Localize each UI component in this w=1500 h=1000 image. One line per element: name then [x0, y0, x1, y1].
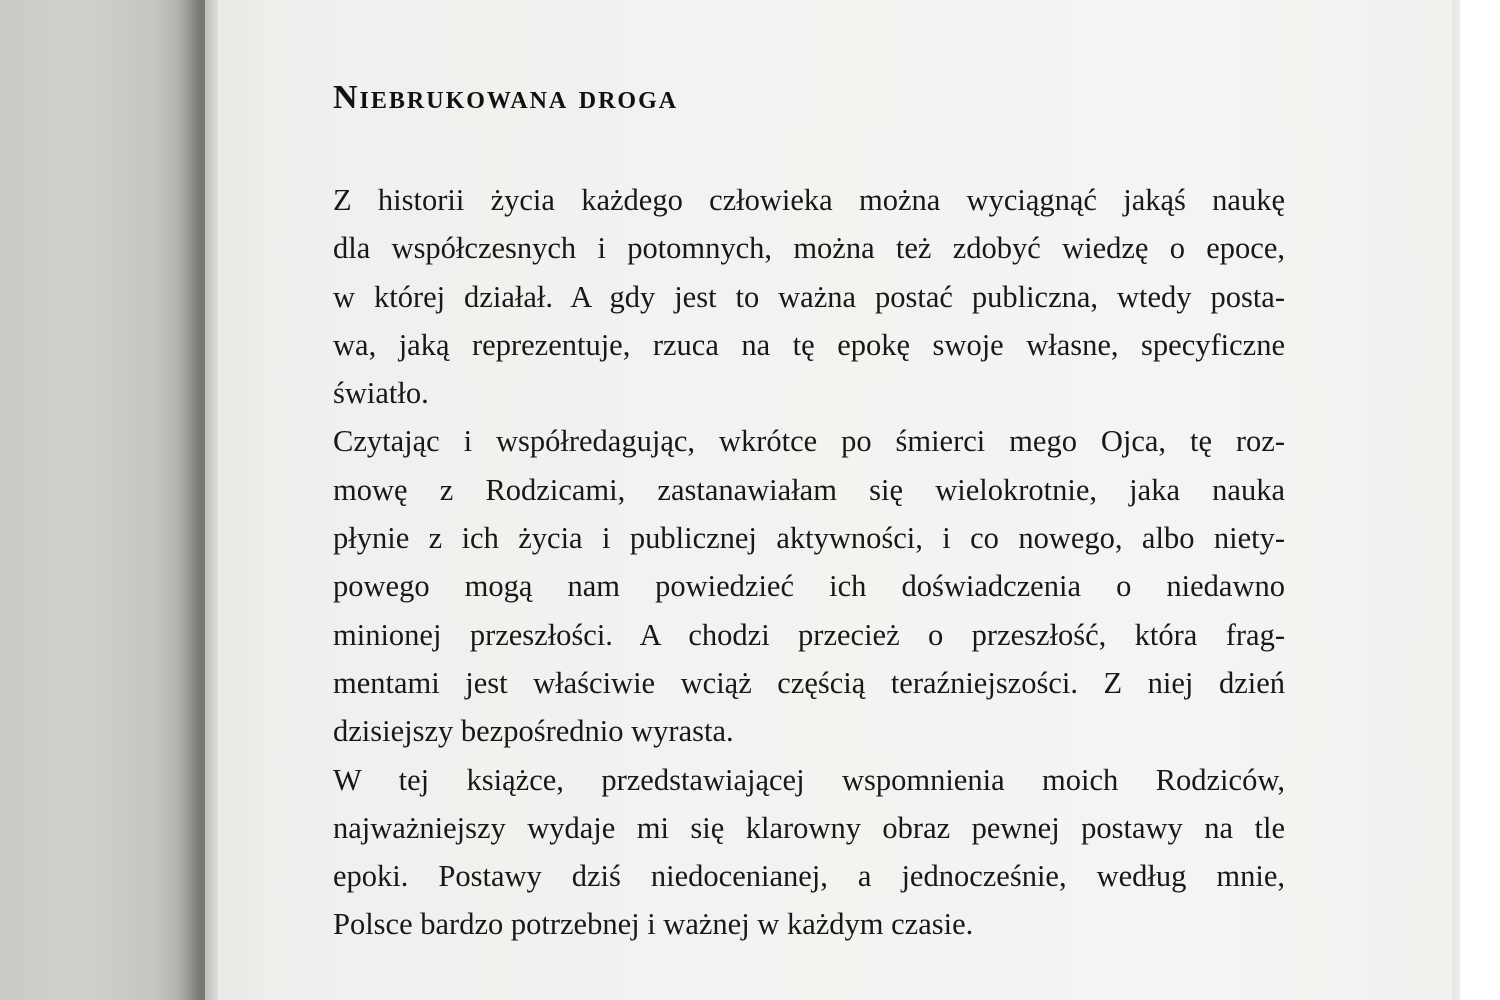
- page-text: [333, 72, 1285, 949]
- text-line: powego mogą nam powiedzieć ich doświadczenia o niedawno: [333, 569, 1285, 604]
- text-line: płynie z ich życia i publicznej aktywności, i co nowego, albo niety-: [333, 521, 1285, 556]
- text-line: W tej książce, przedstawiającej wspomnienia moich Rodziców,: [333, 762, 1285, 797]
- text-line: minionej przeszłości. A chodzi przecież o przeszłość, która frag-: [333, 617, 1285, 652]
- text-line: mowę z Rodzicami, zastanawiałam się wielokrotnie, jaka nauka: [333, 472, 1285, 507]
- chapter-title: Niebrukowana droga: [333, 79, 679, 116]
- text-line: dla współczesnych i potomnych, można też zdobyć wiedzę o epoce,: [333, 231, 1285, 266]
- paragraph-3: [333, 756, 1285, 949]
- text-line: epoki. Postawy dziś niedocenianej, a jednocześnie, według mnie,: [333, 859, 1285, 894]
- text-line: w której działał. A gdy jest to ważna postać publiczna, wtedy posta-: [333, 279, 1285, 314]
- book-gutter: [178, 0, 218, 1000]
- text-line: dzisiejszy bezpośrednio wyrasta.: [333, 714, 734, 749]
- text-line: światło.: [333, 376, 429, 411]
- text-line: mentami jest właściwie wciąż częścią teraźniejszości. Z niej dzień: [333, 665, 1285, 700]
- background: [1460, 0, 1500, 1000]
- text-line: Czytając i współredagując, wkrótce po śmierci mego Ojca, tę roz-: [333, 424, 1285, 459]
- paragraph-1: [333, 176, 1285, 417]
- text-line: Z historii życia każdego człowieka można wyciągnąć jakąś naukę: [333, 183, 1285, 217]
- paragraph-2: [333, 417, 1285, 755]
- left-page: [0, 0, 205, 1000]
- text-line: wa, jaką reprezentuje, rzuca na tę epokę swoje własne, specyficzne: [333, 327, 1285, 362]
- text-line: najważniejszy wydaje mi się klarowny obraz pewnej postawy na tle: [333, 810, 1285, 845]
- text-line: Polsce bardzo potrzebnej i ważnej w każdym czasie.: [333, 907, 974, 942]
